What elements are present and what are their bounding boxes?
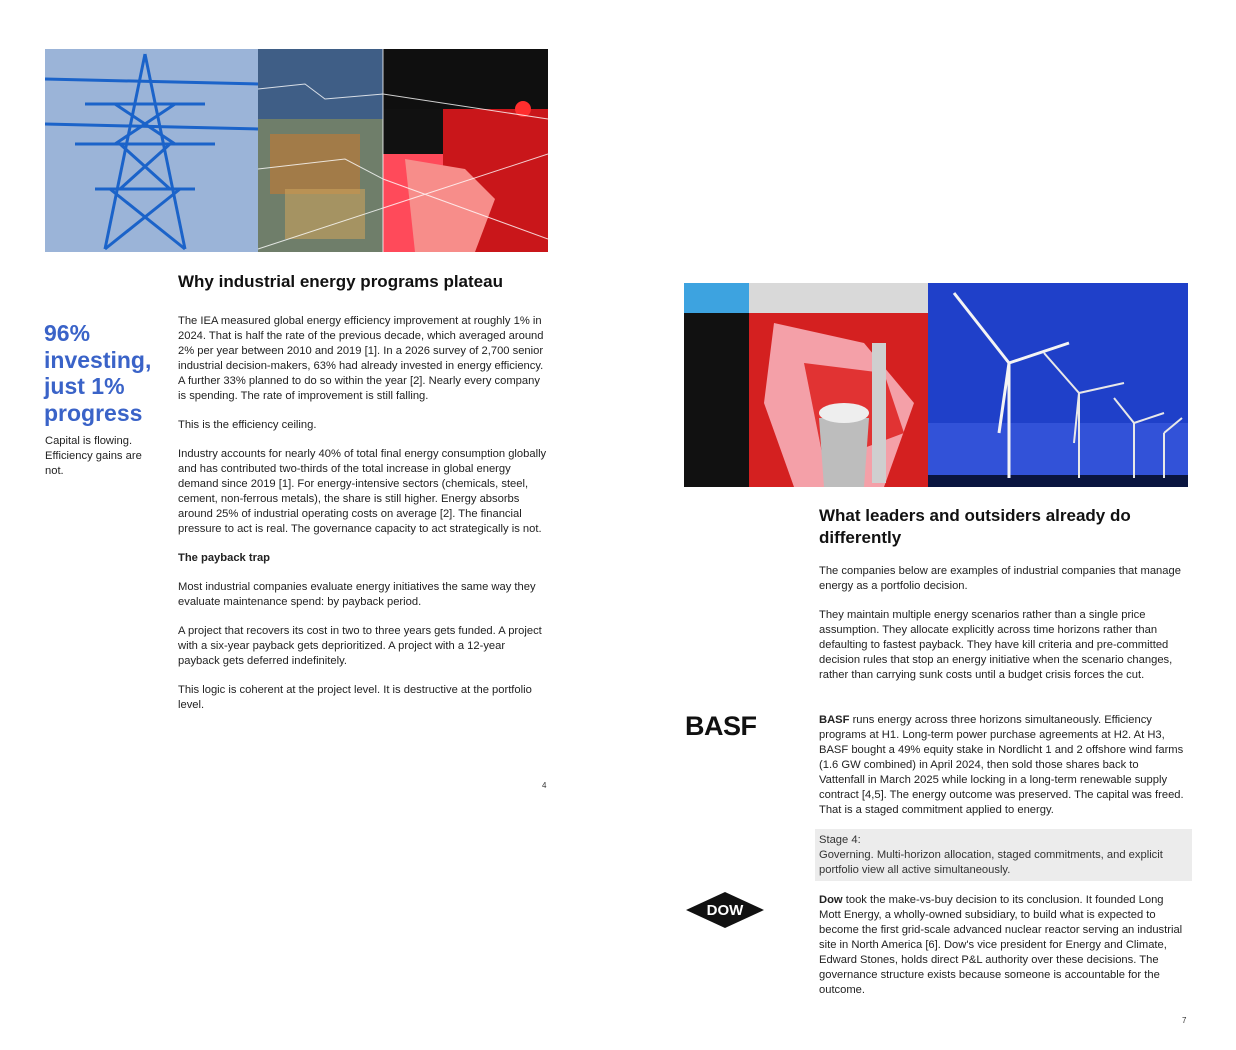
basf-paragraph	[819, 713, 1187, 818]
page-number: 4	[542, 781, 547, 790]
stage-callout	[815, 829, 1192, 881]
page-number-right: 7	[1182, 1016, 1187, 1025]
page-heading-right: What leaders and outsiders already do differently	[819, 506, 1131, 547]
paragraph: A project that recovers its cost in two to three years gets funded. A project with a six-year payback gets deprioritized. A project with a 12-year payback gets deferred indefinitely.	[178, 625, 542, 667]
subheading: The payback trap	[178, 552, 271, 564]
paragraph: The companies below are examples of industrial companies that manage energy as a portfolio decision.	[819, 565, 1181, 592]
stat-caption: Capital is flowing. Efficiency gains are not.	[45, 435, 142, 477]
basf-logo: BASF	[685, 711, 757, 741]
stage-text: Governing. Multi-horizon allocation, staged commitments, and explicit portfolio view all active simultaneously.	[819, 849, 1163, 876]
stat-headline: 96% investing, just 1% progress	[44, 320, 152, 426]
stage-label: Stage 4:	[819, 834, 861, 846]
paragraph: This is the efficiency ceiling.	[178, 419, 317, 431]
paragraph: They maintain multiple energy scenarios rather than a single price assumption. They allocate explicitly across time horizons rather than defaulting to fastest payback. They have kill criteria and pre-committed decision rules that stop an energy initiative when the scenario changes, rather than carrying sunk costs until a budget crisis forces the cut.	[819, 609, 1173, 681]
dow-logo-text: DOW	[706, 902, 744, 919]
paragraph: This logic is coherent at the project level. It is destructive at the portfolio level.	[178, 684, 532, 711]
hero-image-power-plant-collage	[684, 283, 1188, 487]
body-column-left	[178, 314, 548, 727]
company-description: took the make-vs-buy decision to its conclusion. It founded Long Mott Energy, a wholly-owned subsidiary, to build what is expected to become the first grid-scale advanced nuclear reactor serving an industrial site in North America [6]. Dow's vice president for Energy and Climate, Edward Stones, holds direct P&L authority over these decisions. The governance structure exists because someone is accountable for the outcome.	[819, 894, 1183, 996]
paragraph: Industry accounts for nearly 40% of total final energy consumption globally and has contributed two-thirds of the total increase in global energy demand since 2019 [1]. For energy-intensive sectors (chemicals, steel, cement, non-ferrous metals), the share is still higher. Energy absorbs around 25% of industrial operating costs on average [2]. The financial pressure to act is real. The governance capacity to act strategically is not.	[178, 448, 547, 535]
paragraph: The IEA measured global energy efficiency improvement at roughly 1% in 2024. That is half the rate of the previous decade, which averaged around 2% per year between 2010 and 2019 [1]. In a 2026 survey of 2,700 senior industrial decision-makers, 63% had already invested in energy efficiency. A further 33% planned to do so within the year [2]. Nearly every company is spending. The rate of improvement is still falling.	[178, 315, 544, 402]
page-heading: Why industrial energy programs plateau	[178, 272, 503, 291]
dow-paragraph	[819, 893, 1187, 998]
company-name: Dow	[819, 894, 843, 906]
paragraph: Most industrial companies evaluate energy initiatives the same way they evaluate maintenance spend: by payback period.	[178, 581, 536, 608]
hero-image-energy-collage	[45, 49, 548, 252]
dow-logo	[686, 890, 764, 930]
company-description: runs energy across three horizons simultaneously. Efficiency programs at H1. Long-term power purchase agreements at H2. At H3, BASF bought a 49% equity stake in Nordlicht 1 and 2 offshore wind farms (1.6 GW combined) in April 2024, then sold those shares back to Vattenfall in March 2025 while locking in a long-term renewable supply contract [4,5]. The energy outcome was preserved. The capital was freed. That is a staged commitment applied to energy.	[819, 714, 1184, 816]
body-column-right	[819, 564, 1187, 697]
company-name: BASF	[819, 714, 850, 726]
